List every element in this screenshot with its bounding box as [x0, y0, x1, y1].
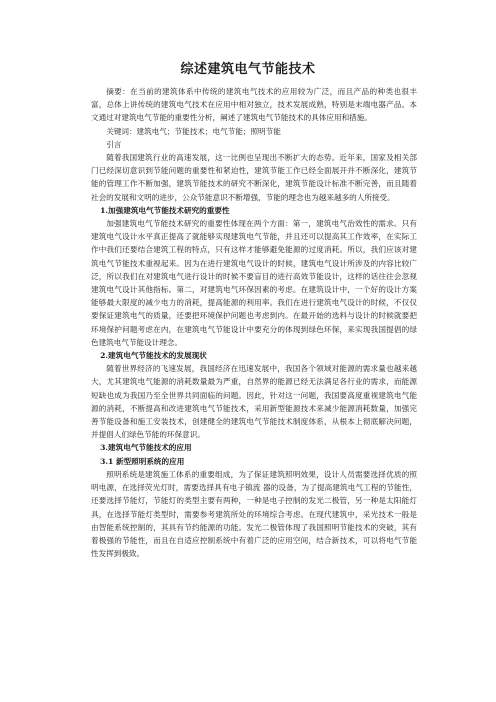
section-heading: 1.加强建筑电气节能技术研究的重要性	[100, 205, 230, 215]
paragraph: 加强建筑电气节能技术研究的重要性体现在两个方面：第一，建筑电气治效性的需求。只有建筑电气设计水平真正提高了就能够实现建筑电气节能，并且还可以提高其工作效率，在实际工作中我们还要结合建筑工程的特点，只有这样才能够避免能源的过度消耗。所以，我们应该对建筑电气节能技术重视起来。因为在进行建筑电气设计的时候，建筑电气设计所涉及的内容比较广泛，所以我们在对建筑电气进行设计的时候不要盲目的进行高效节能设计，这样的话往往会忽视建筑电气设计其他指标。第二，对建筑电气环保因素的考虑。在建筑设计中，一个好的设计方案能够最大限度的减少电力的消耗，提高能源的利用率。我们在进行建筑电气设计的时候，不仅仅要保证建筑电气的质量，还要把环境保护问题也考虑到内。在最开始的选料与设计的时候就要把环境保护问题考虑在内，在建筑电气节能设计中要充分的体现到绿色环保，来实现我国提倡的绿色建筑电气节能设计理念。	[91, 219, 417, 347]
section-heading: 2.建筑电气节能技术的发展现状	[100, 351, 207, 361]
paragraph: 照明系统是建筑施工体系的重要组成，为了保证建筑照明效果，设计人员需要选择优质的照明电源，在选择荧光灯时，需要选择具有电子镇流 器的设备，为了提高建筑电气工程的节能性，还要选择节能灯，节能灯的类型主要有两种，一种是电子控制的发光二极管，另一种是太阳能灯具，在选择节能灯类型时，需要参考建筑所处的环境综合考虑。在现代建筑中，采光技术一般是由智能系统控制的，其具有节约能源的功能。发光二极管体现了我国照明节能技术的突破，其有着极强的节能性，而且在自适应控制系统中有着广泛的应用空间，结合新技术，可以将电气节能性发挥到极致。	[91, 469, 417, 559]
page-title: 综述建筑电气节能技术	[180, 62, 316, 77]
paragraph: 随着我国建筑行业的高速发展，这一比例也呈现出不断扩大的态势。近年来，国家及相关部门已经深切意识到节能问题的重要性和紧迫性，建筑节能工作已经全面展开并不断深化，建筑节能的管理工作不断加强，建筑节能技术的研究不断深化，建筑节能设计标准不断完善，而且随着社会的发展和文明的进步，公众节能意识不断增强，节能的理念也为越来越多的人所接受。	[91, 153, 417, 202]
paragraph: 引言	[106, 139, 122, 149]
paragraph: 随着世界经济的飞速发展，我国经济在迅速发展中，我国各个领域对能源的需求量也越来越大，尤其建筑电气能源的消耗数量最为严重，自然界的能源已经无法满足各行业的需求，而能源短缺也成为我国乃至全世界共同面临的问题。因此，针对这一问题，我国要高度重视建筑电气能源的消耗，不断提高和改进建筑电气节能技术，采用新型能源技术来减少能源消耗数量，加强完善节能设备和施工安装技术，创建健全的建筑电气节能技术制度体系，从根本上彻底解决问题，并提倡人们绿色节能的环保意识。	[91, 364, 417, 440]
section-heading: 3.1 新型照明系统的应用	[100, 456, 185, 466]
paragraph: 关键词：建筑电气；节能技术；电气节能；照明节能	[106, 126, 281, 136]
document-body	[91, 85, 417, 560]
paragraph: 摘要：在当前的建筑体系中传统的建筑电气技术的应用较为广泛，而且产品的种类也很丰富，总体上讲传统的建筑电气技术在应用中相对独立，技术发展成熟，特别是末端电器产品。本文通过对建筑电气节能的重要性分析，阐述了建筑电气节能技术的具体应用和措施。	[91, 87, 417, 123]
section-heading: 3.建筑电气节能技术的应用	[100, 443, 192, 453]
